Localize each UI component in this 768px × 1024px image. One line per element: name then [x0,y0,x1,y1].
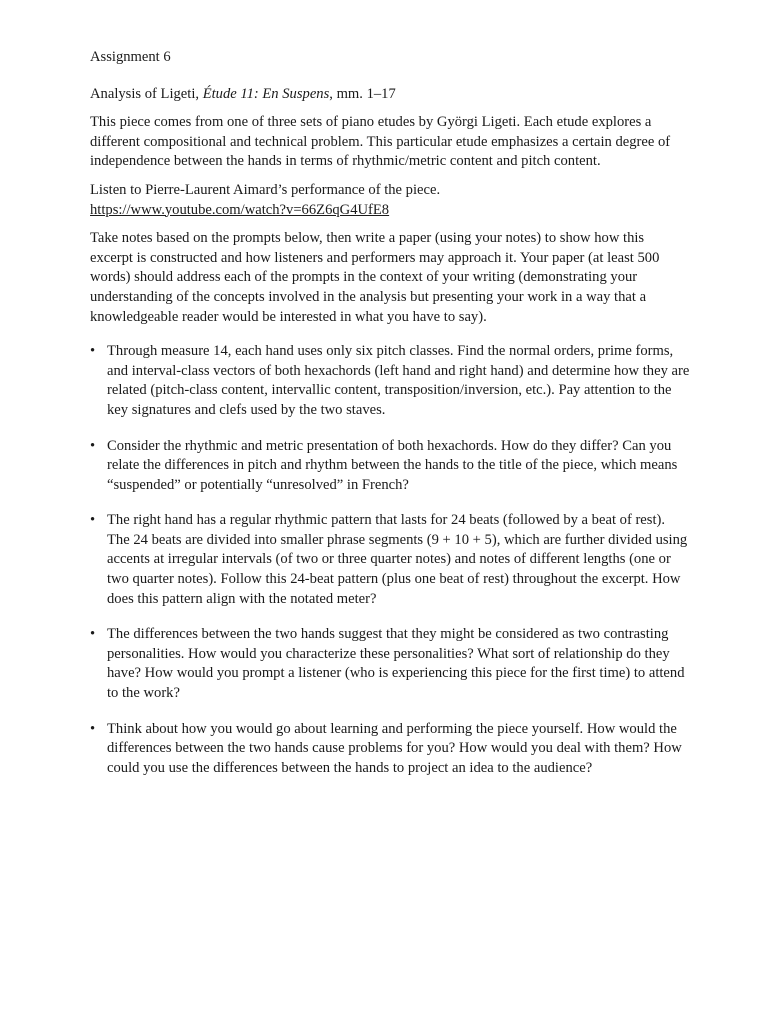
listen-paragraph [90,181,690,220]
prompt-item [90,511,690,609]
prompt-list [90,342,690,778]
bullet-icon: • [90,626,96,643]
prompt-item [90,342,690,420]
prompt-item [90,720,690,779]
intro-paragraph: This piece comes from one of three sets of piano etudes by Györgi Ligeti. Each etude explores a different compositional and technical problem. This particular etude emphasizes a certain degree of independence between the hands in terms of rhythmic/metric content and pitch content. [90,114,671,170]
prompt-text: Through measure 14, each hand uses only six pitch classes. Find the normal orders, prime forms, and interval-class vectors of both hexachords (left hand and right hand) and determine how they are related (pitch-class content, intervallic content, transposition/inversion, etc.). Pay attention to the key signatures and clefs used by the two staves. [107,343,690,418]
assignment-title [90,85,690,105]
title-work: Étude 11: En Suspens [202,85,330,102]
document-page [90,48,690,794]
youtube-link[interactable]: https://www.youtube.com/watch?v=66Z6qG4UfE8 [90,201,390,218]
prompt-text: Consider the rhythmic and metric presentation of both hexachords. How do they differ? Can you relate the differences in pitch and rhythm between the hands to the title of the piece, which means “suspended” or potentially “unresolved” in French? [107,437,678,493]
bullet-icon: • [90,437,96,454]
prompt-text: The differences between the two hands suggest that they might be considered as two contrasting personalities. How would you characterize these personalities? What sort of relationship do they have? How would you prompt a listener (who is experiencing this piece for the first time) to attend to the work? [107,626,685,702]
listen-text: Listen to Pierre-Laurent Aimard’s performance of the piece. [90,181,441,198]
bullet-icon: • [90,720,96,737]
bullet-icon: • [90,343,96,360]
instructions-paragraph: Take notes based on the prompts below, then write a paper (using your notes) to show how this excerpt is constructed and how listeners and performers may approach it. Your paper (at least 500 words) should address each of the prompts in the context of your writing (demonstrating your understanding of the concepts involved in the analysis but presenting your work in a way that a knowledgeable reader would be interested in what you have to say). [90,230,660,325]
title-prefix: Analysis of Ligeti, [90,85,203,102]
prompt-text: The right hand has a regular rhythmic pattern that lasts for 24 beats (followed by a beat of rest). The 24 beats are divided into smaller phrase segments (9 + 10 + 5), which are further divided using accents at irregular intervals (of two or three quarter notes) and notes of different lengths (one or two quarter notes). Follow this 24-beat pattern (plus one beat of rest) throughout the excerpt. How does this pattern align with the notated meter? [107,512,688,607]
assignment-heading: Assignment 6 [90,49,171,65]
prompt-item [90,625,690,703]
prompt-text: Think about how you would go about learning and performing the piece yourself. How would the differences between the two hands cause problems for you? How would you deal with them? How could you use the differences between the hands to project an idea to the audience? [107,720,682,776]
title-suffix: , mm. 1–17 [329,85,396,102]
prompt-item [90,437,690,496]
bullet-icon: • [90,512,96,529]
